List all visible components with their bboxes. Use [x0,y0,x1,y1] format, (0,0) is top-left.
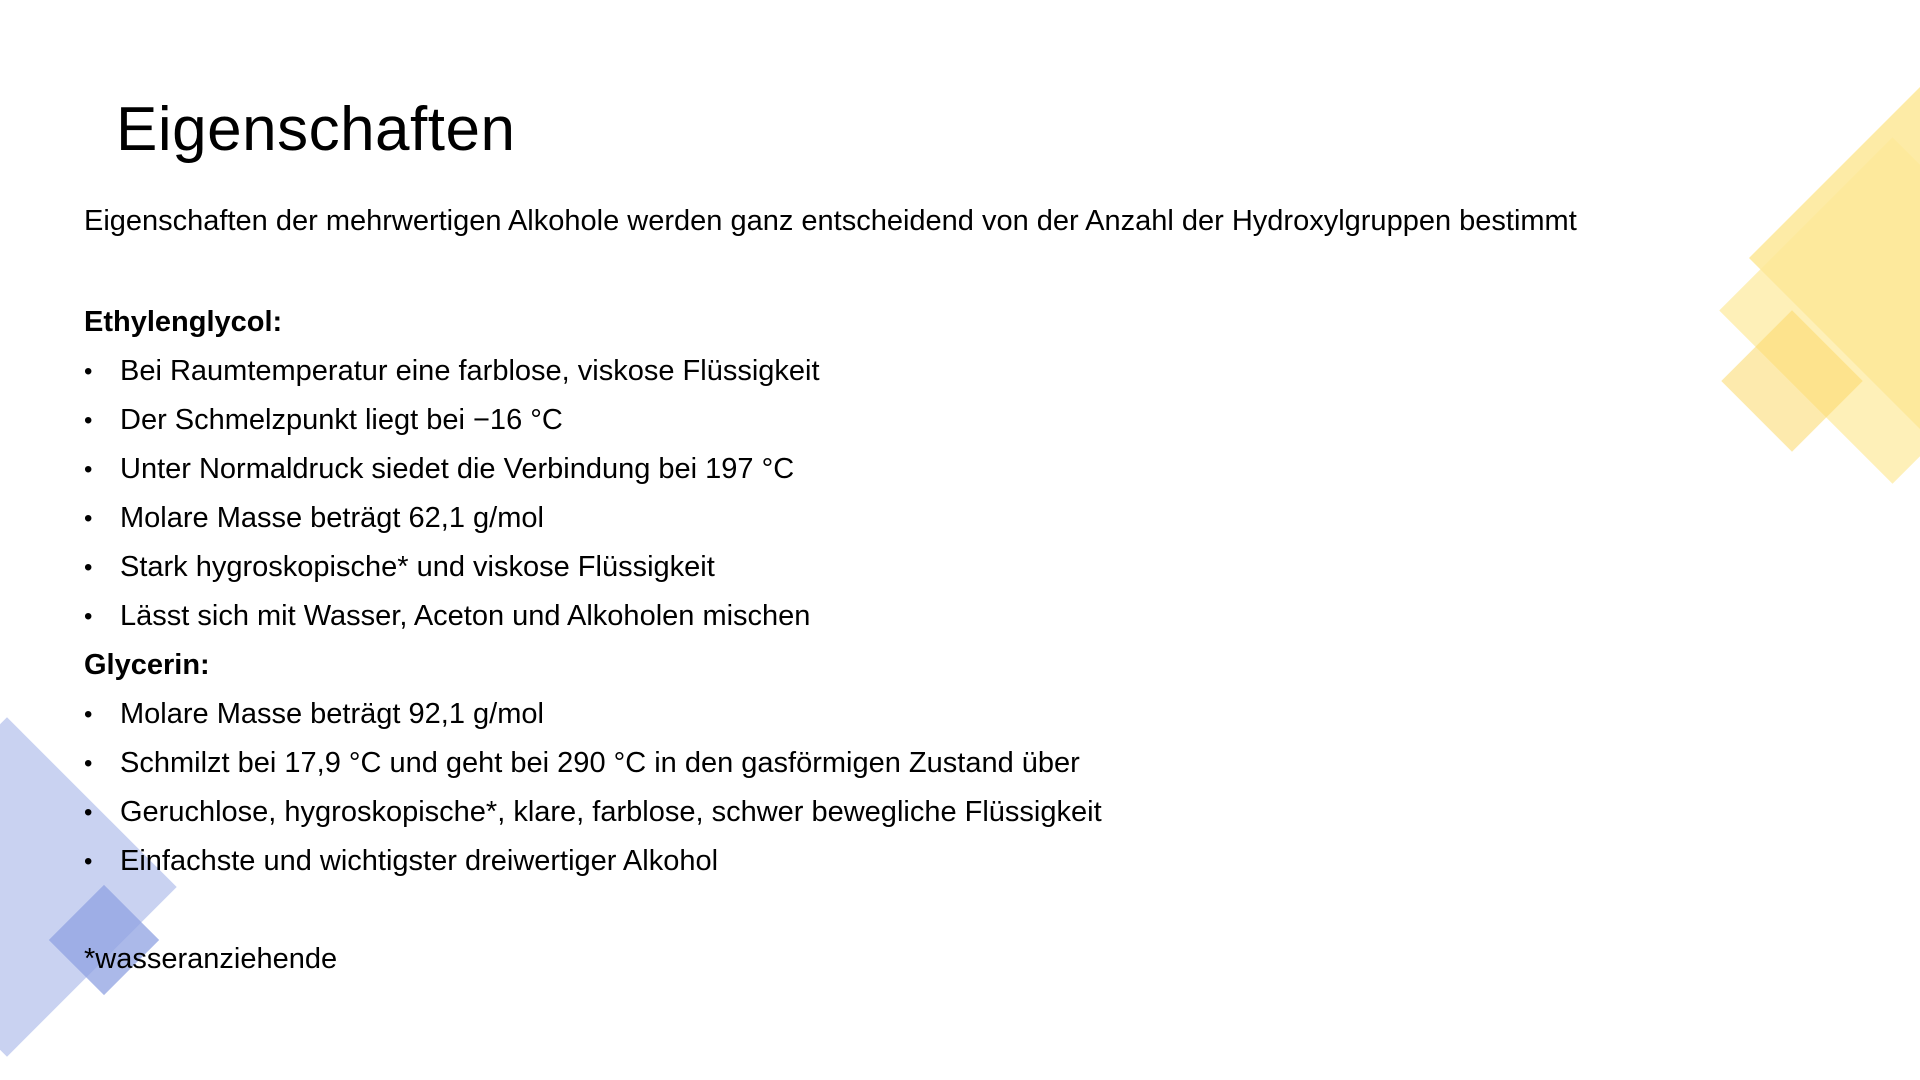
bullet-icon: • [84,848,93,875]
bullet-icon: • [84,799,93,826]
list-item-text: Der Schmelzpunkt liegt bei −16 °C [120,404,563,436]
list-item [84,347,1724,396]
section-heading-ethylenglycol: Ethylenglycol: [84,306,283,338]
list-item-text: Molare Masse beträgt 92,1 g/mol [120,698,544,730]
list-item-text: Molare Masse beträgt 62,1 g/mol [120,502,544,534]
list-item-text: Stark hygroskopische* und viskose Flüssigkeit [120,551,715,583]
list-item [84,396,1724,445]
list-item-text: Lässt sich mit Wasser, Aceton und Alkoholen mischen [120,600,811,632]
footnote: *wasseranziehende [84,943,338,975]
section-heading-glycerin: Glycerin: [84,649,210,681]
intro-text: Eigenschaften der mehrwertigen Alkohole werden ganz entscheidend von der Anzahl der Hydroxylgruppen bestimmt [84,205,1577,237]
list-item [84,690,1724,739]
bullet-icon: • [84,505,93,532]
spacer [84,249,1724,298]
list-item [84,494,1724,543]
bullet-list-ethylenglycol [84,347,1724,641]
list-item-text: Schmilzt bei 17,9 °C und geht bei 290 °C in den gasförmigen Zustand über [120,747,1080,779]
list-item-text: Bei Raumtemperatur eine farblose, viskose Flüssigkeit [120,355,820,387]
bullet-icon: • [84,358,93,385]
list-item-text: Unter Normaldruck siedet die Verbindung bei 197 °C [120,453,795,485]
list-item-text: Einfachste und wichtigster dreiwertiger Alkohol [120,845,719,877]
list-item [84,739,1724,788]
bullet-icon: • [84,554,93,581]
bullet-list-glycerin [84,690,1724,886]
list-item [84,592,1724,641]
list-item [84,788,1724,837]
slide-title: Eigenschaften [116,95,516,164]
bullet-icon: • [84,407,93,434]
list-item [84,445,1724,494]
bullet-icon: • [84,701,93,728]
bullet-icon: • [84,750,93,777]
list-item [84,837,1724,886]
slide-content [84,200,1724,984]
list-item-text: Geruchlose, hygroskopische*, klare, farblose, schwer bewegliche Flüssigkeit [120,796,1102,828]
bullet-icon: • [84,456,93,483]
list-item [84,543,1724,592]
bullet-icon: • [84,603,93,630]
